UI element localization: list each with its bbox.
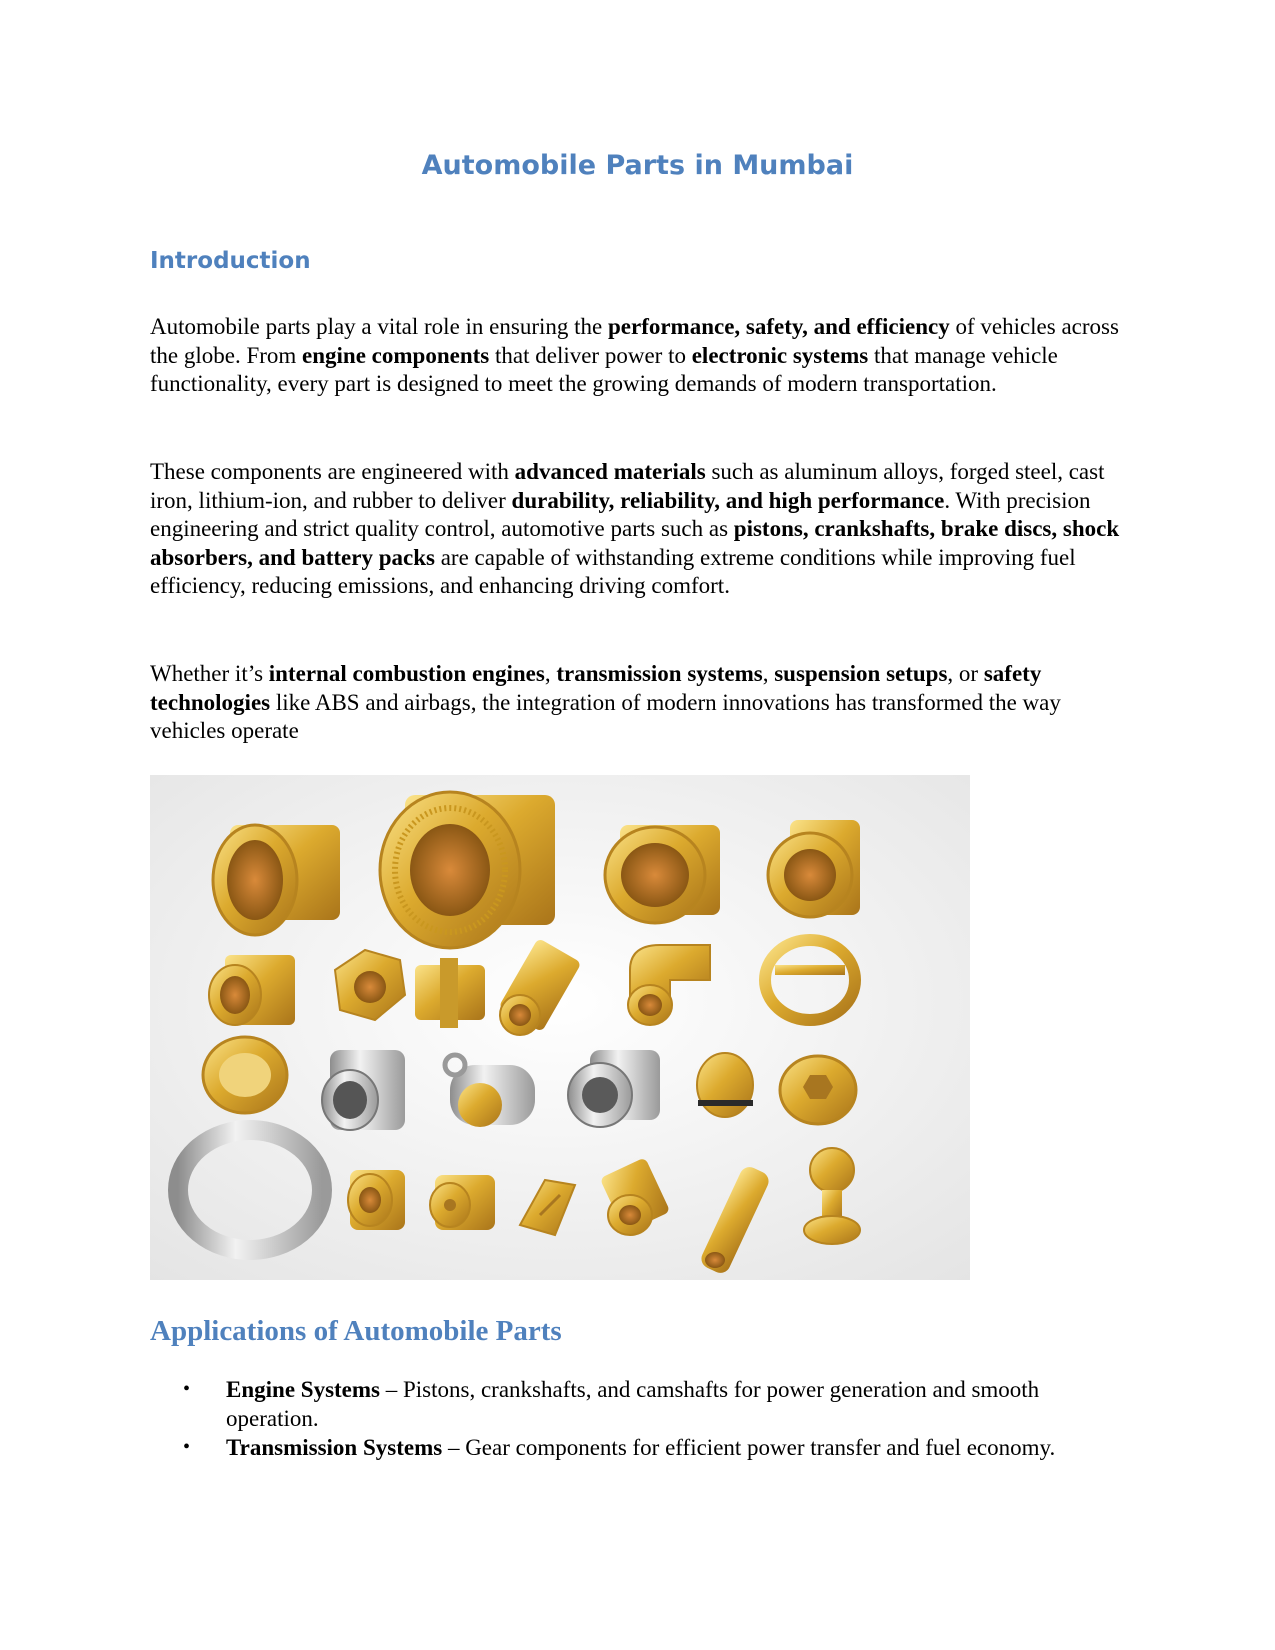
list-item: [150, 1375, 1130, 1433]
list-item-desc: – Gear components for efficient power transfer and fuel economy.: [442, 1435, 1056, 1460]
list-item-desc: – Pistons, crankshafts, and camshafts for power generation and smooth operation.: [226, 1377, 1040, 1431]
applications-heading: Applications of Automobile Parts: [150, 1315, 562, 1347]
intro-paragraph-3: [150, 660, 1130, 746]
intro-paragraph-2: [150, 458, 1130, 601]
bold-run: internal combustion engines: [268, 661, 545, 686]
text-run: such as aluminum alloys, forged steel, cast iron, lithium-ion, and rubber to deliver: [150, 459, 1105, 513]
brass-flange-bushing: [213, 825, 340, 935]
applications-list: [150, 1375, 1130, 1462]
bold-run: electronic systems: [691, 342, 869, 368]
text-run: are capable of withstanding extreme conditions while improving fuel efficiency, reducing emissions, and enhancing driving comfort.: [150, 544, 1076, 598]
brass-grooved-sleeve: [605, 825, 720, 923]
bold-run: transmission systems: [556, 661, 763, 686]
bold-run: pistons, crankshafts, brake discs, shock absorbers, and battery packs: [150, 516, 1120, 570]
text-run: like ABS and airbags, the integration of modern innovations has transformed the way vehicles operate: [150, 689, 1061, 743]
bold-run: engine components: [302, 342, 490, 368]
steel-threaded-sleeve: [322, 1050, 405, 1130]
text-run: ,: [762, 661, 775, 686]
text-run: These components are engineered with: [150, 459, 515, 484]
document-title: Automobile Parts in Mumbai: [421, 150, 854, 181]
bold-run: advanced materials: [514, 459, 706, 484]
text-run: Automobile parts play a vital role in ensuring the: [150, 314, 608, 339]
bold-run: performance, safety, and efficiency: [607, 314, 950, 339]
text-run: ,: [544, 661, 557, 686]
bold-run: suspension setups: [774, 661, 948, 686]
text-run: . With precision engineering and strict quality control, automotive parts such as: [150, 487, 1091, 541]
brass-oring-plug: [697, 1053, 753, 1117]
large-knurled-brass-nut: [380, 792, 555, 948]
brass-threaded-ring: [203, 1037, 287, 1113]
intro-paragraph-1: [150, 313, 1130, 399]
text-run: Whether it’s: [150, 661, 269, 686]
small-brass-bush: [348, 1170, 405, 1230]
list-item: [150, 1433, 1130, 1462]
text-run: that manage vehicle functionality, every part is designed to meet the growing demands of modern transportation.: [150, 342, 1058, 396]
bullet-icon: •: [183, 1436, 191, 1458]
bold-run: durability, reliability, and high performance: [511, 487, 945, 513]
brass-slotted-fitting: [415, 958, 485, 1028]
text-run: of vehicles across the globe. From: [150, 314, 1119, 368]
brass-parts-photo: [150, 775, 970, 1280]
bold-run: safety technologies: [150, 661, 1042, 715]
list-item-term: Engine Systems: [226, 1377, 380, 1402]
brass-hex-socket-plug: [780, 1056, 856, 1124]
introduction-heading: Introduction: [150, 248, 311, 274]
brass-slotted-nut: [430, 1175, 495, 1230]
bullet-icon: •: [183, 1378, 191, 1400]
list-item-term: Transmission Systems: [226, 1435, 443, 1460]
text-run: that deliver power to: [489, 342, 692, 368]
text-run: , or: [947, 661, 984, 686]
